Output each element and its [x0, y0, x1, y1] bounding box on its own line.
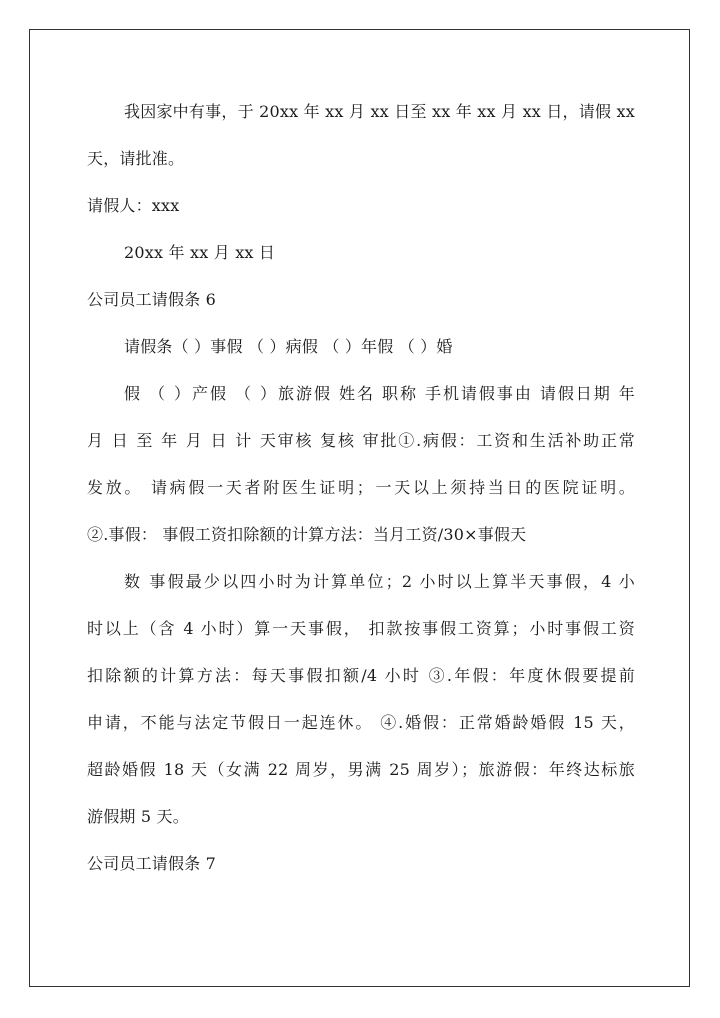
paragraph-line: 申请，不能与法定节假日一起连休。 ④.婚假：正常婚龄婚假 15 天， [87, 713, 635, 732]
paragraph-line: 假 （ ）产假 （ ）旅游假 姓名 职称 手机请假事由 请假日期 年 [124, 384, 635, 403]
page-border [29, 29, 690, 987]
paragraph-line: 超龄婚假 18 天（女满 22 周岁，男满 25 周岁）；旅游假：年终达标旅 [87, 760, 635, 779]
paragraph-line: 时以上（含 4 小时）算一天事假， 扣款按事假工资算；小时事假工资 [87, 619, 635, 638]
paragraph-line: 发放。 请病假一天者附医生证明；一天以上须持当日的医院证明。 [87, 478, 635, 497]
leave-request-sentence: 我因家中有事，于 20xx 年 xx 月 xx 日至 xx 年 xx 月 xx 日，请假 xx [124, 102, 635, 121]
paragraph-line: ②.事假： 事假工资扣除额的计算方法：当月工资/30×事假天 [87, 525, 527, 544]
section-heading-6: 公司员工请假条 6 [87, 290, 217, 309]
section-heading-7: 公司员工请假条 7 [87, 854, 217, 873]
paragraph-line: 数 事假最少以四小时为计算单位；2 小时以上算半天事假，4 小 [124, 572, 635, 591]
paragraph-line: 游假期 5 天。 [87, 807, 189, 826]
applicant-line: 请假人：xxx [87, 196, 180, 215]
leave-request-closing: 天，请批准。 [87, 149, 185, 168]
paragraph-line: 扣除额的计算方法：每天事假扣额/4 小时 ③.年假：年度休假要提前 [87, 666, 635, 685]
leave-type-line: 请假条（ ）事假 （ ）病假 （ ）年假 （ ）婚 [124, 337, 453, 356]
date-line: 20xx 年 xx 月 xx 日 [124, 243, 276, 262]
paragraph-line: 月 日 至 年 月 日 计 天审核 复核 审批①.病假：工资和生活补助正常 [87, 431, 635, 450]
